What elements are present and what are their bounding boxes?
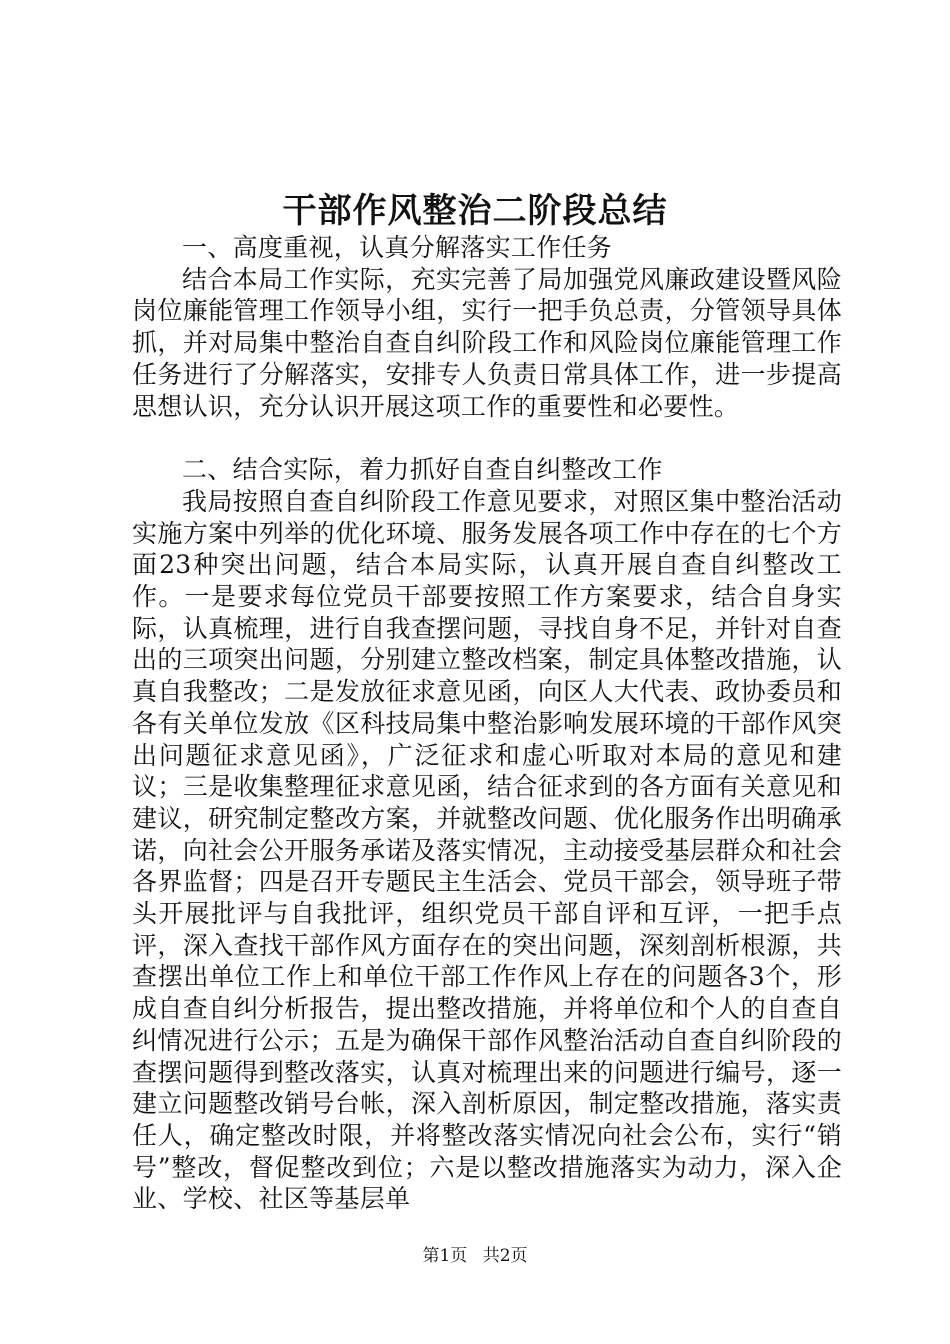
section-2-heading: 二、结合实际，着力抓好自查自纠整改工作 <box>182 455 663 485</box>
page-number-total: 共2页 <box>482 1246 528 1266</box>
document-body <box>132 232 842 1215</box>
document-title: 干部作风整治二阶段总结 <box>282 191 668 231</box>
page-footer <box>0 1244 950 1268</box>
page-number-current: 第1页 <box>422 1246 468 1266</box>
section-2-paragraph: 我局按照自查自纠阶段工作意见要求，对照区集中整治活动实施方案中列举的优化环境、服务发展各项工作中存在的七个方面23种突出问题，结合本局实际，认真开展自查自纠整改工作。一是要求每位党员干部要按照工作方案要求，结合自身实际，认真梳理，进行自我查摆问题，寻找自身不足，并针对自查出的三项突出问题，分别建立整改档案，制定具体整改措施，认真自我整改；二是发放征求意见函，向区人大代表、政协委员和各有关单位发放《区科技局集中整治影响发展环境的干部作风突出问题征求意见函》，广泛征求和虚心听取对本局的意见和建议；三是收集整理征求意见函，结合征求到的各方面有关意见和建议，研究制定整改方案，并就整改问题、优化服务作出明确承诺，向社会公开服务承诺及落实情况，主动接受基层群众和社会各界监督；四是召开专题民主生活会、党员干部会，领导班子带头开展批评与自我批评，组织党员干部自评和互评，一把手点评，深入查找干部作风方面存在的突出问题，深刻剖析根源，共查摆出单位工作上和单位干部工作作风上存在的问题各3个，形成自查自纠分析报告，提出整改措施，并将单位和个人的自查自纠情况进行公示；五是为确保干部作风整治活动自查自纠阶段的查摆问题得到整改落实，认真对梳理出来的问题进行编号，逐一建立问题整改销号台帐，深入剖析原因，制定整改措施，落实责任人，确定整改时限，并将整改落实情况向社会公布，实行“销号”整改，督促整改到位；六是以整改措施落实为动力，深入企业、学校、社区等基层单 <box>132 486 842 1214</box>
section-1-paragraph: 结合本局工作实际，充实完善了局加强党风廉政建设暨风险岗位廉能管理工作领导小组，实行一把手负总责，分管领导具体抓，并对局集中整治自查自纠阶段工作和风险岗位廉能管理工作任务进行了分解落实，安排专人负责日常具体工作，进一步提高思想认识，充分认识开展这项工作的重要性和必要性。 <box>132 264 842 421</box>
paragraph-gap <box>132 422 842 454</box>
section-1-heading: 一、高度重视，认真分解落实工作任务 <box>182 233 613 262</box>
